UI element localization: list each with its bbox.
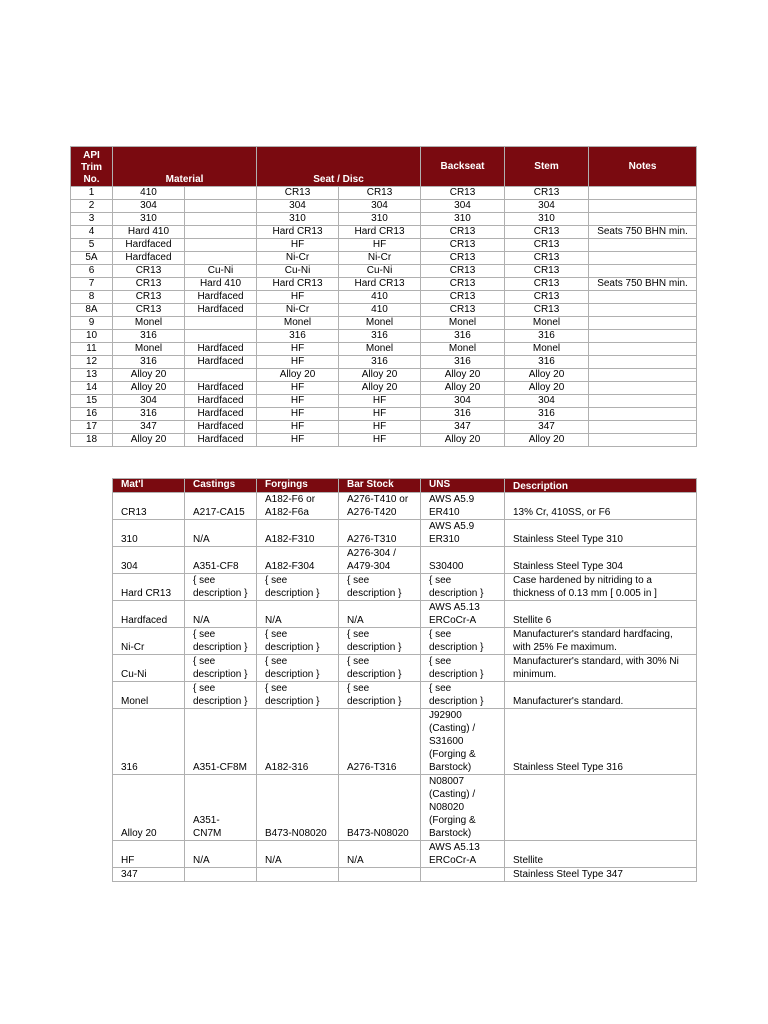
- trim-table-cell: Cu-Ni: [185, 265, 257, 278]
- trim-table-cell: Seats 750 BHN min.: [589, 226, 697, 239]
- trim-table-cell: CR13: [339, 187, 421, 200]
- trim-table-cell: 12: [71, 356, 113, 369]
- material-table-cell: Monel: [113, 682, 185, 709]
- material-table-cell: N/A: [339, 601, 421, 628]
- trim-table-cell: CR13: [505, 265, 589, 278]
- trim-table-row: [71, 200, 697, 213]
- material-table-cell: Stainless Steel Type 304: [505, 547, 697, 574]
- header-castings: Castings: [185, 479, 257, 493]
- trim-table-row: [71, 213, 697, 226]
- trim-table-cell: 5A: [71, 252, 113, 265]
- trim-table-cell: HF: [257, 356, 339, 369]
- trim-table-cell: CR13: [113, 278, 185, 291]
- material-table-row: [113, 547, 697, 574]
- material-table-row: [113, 574, 697, 601]
- trim-table-cell: Hardfaced: [185, 356, 257, 369]
- material-table-cell: A276-304 / A479-304: [339, 547, 421, 574]
- trim-table-cell: [589, 252, 697, 265]
- material-table-row: [113, 655, 697, 682]
- trim-table-cell: [589, 382, 697, 395]
- trim-table-cell: Hardfaced: [113, 239, 185, 252]
- trim-table-cell: Cu-Ni: [339, 265, 421, 278]
- trim-table-cell: CR13: [421, 252, 505, 265]
- trim-table-cell: 316: [257, 330, 339, 343]
- trim-table-cell: 410: [113, 187, 185, 200]
- trim-table-cell: 16: [71, 408, 113, 421]
- trim-table-cell: Monel: [421, 343, 505, 356]
- trim-table-row: [71, 265, 697, 278]
- material-table-row: [113, 868, 697, 882]
- material-table-cell: Stellite 6: [505, 601, 697, 628]
- trim-table-cell: [589, 434, 697, 447]
- trim-table-cell: 3: [71, 213, 113, 226]
- trim-table-cell: Alloy 20: [113, 369, 185, 382]
- trim-table-cell: Monel: [505, 317, 589, 330]
- material-table-cell: A182-316: [257, 709, 339, 775]
- trim-table-cell: 316: [339, 356, 421, 369]
- trim-table-cell: Alloy 20: [339, 382, 421, 395]
- material-table-cell: A351-CN7M: [185, 775, 257, 841]
- trim-table-row: [71, 395, 697, 408]
- trim-table-cell: Alloy 20: [421, 382, 505, 395]
- trim-table-cell: 310: [505, 213, 589, 226]
- trim-table-cell: Monel: [339, 343, 421, 356]
- material-table-cell: AWS A5.13 ERCoCr-A: [421, 601, 505, 628]
- trim-table-cell: CR13: [421, 226, 505, 239]
- trim-table-cell: 316: [113, 408, 185, 421]
- header-seat-disc: Seat / Disc: [257, 147, 421, 187]
- trim-table-cell: Hardfaced: [185, 434, 257, 447]
- material-table-cell: A351-CF8M: [185, 709, 257, 775]
- trim-table-cell: CR13: [421, 304, 505, 317]
- trim-table-cell: 11: [71, 343, 113, 356]
- material-table-cell: { see description }: [421, 682, 505, 709]
- trim-table-cell: Alloy 20: [257, 369, 339, 382]
- trim-table-cell: 10: [71, 330, 113, 343]
- trim-table-cell: HF: [257, 395, 339, 408]
- trim-table-cell: 347: [421, 421, 505, 434]
- trim-table-cell: 316: [505, 408, 589, 421]
- material-table-cell: { see description }: [257, 655, 339, 682]
- trim-table-cell: [589, 343, 697, 356]
- trim-table-cell: 304: [421, 200, 505, 213]
- trim-table-cell: Alloy 20: [113, 434, 185, 447]
- trim-table-cell: CR13: [421, 278, 505, 291]
- trim-table-cell: 4: [71, 226, 113, 239]
- material-table-cell: AWS A5.9 ER310: [421, 520, 505, 547]
- trim-table-cell: CR13: [421, 187, 505, 200]
- header-stem: Stem: [505, 147, 589, 187]
- trim-table-cell: Hardfaced: [185, 382, 257, 395]
- trim-table-cell: Hardfaced: [185, 408, 257, 421]
- trim-table-cell: 18: [71, 434, 113, 447]
- trim-table-cell: [185, 369, 257, 382]
- material-table-cell: A182-F310: [257, 520, 339, 547]
- material-table-cell: N/A: [257, 841, 339, 868]
- material-table-cell: [505, 775, 697, 841]
- trim-table-cell: 310: [339, 213, 421, 226]
- trim-table-cell: Hardfaced: [185, 421, 257, 434]
- material-table-cell: A276-T316: [339, 709, 421, 775]
- trim-table-cell: 347: [505, 421, 589, 434]
- material-table-cell: Hardfaced: [113, 601, 185, 628]
- material-table-cell: CR13: [113, 493, 185, 520]
- trim-table-cell: 13: [71, 369, 113, 382]
- material-table-cell: { see description }: [185, 655, 257, 682]
- trim-table-cell: CR13: [113, 304, 185, 317]
- material-table-cell: Manufacturer's standard hardfacing, with 25% Fe maximum.: [505, 628, 697, 655]
- trim-table-cell: Hard CR13: [257, 226, 339, 239]
- material-table-row: [113, 493, 697, 520]
- trim-table-cell: Ni-Cr: [257, 252, 339, 265]
- trim-table-cell: [185, 317, 257, 330]
- trim-table-row: [71, 278, 697, 291]
- trim-table-cell: 304: [339, 200, 421, 213]
- trim-table-cell: [185, 239, 257, 252]
- material-table-cell: [185, 868, 257, 882]
- trim-table-cell: Ni-Cr: [339, 252, 421, 265]
- material-table-row: [113, 682, 697, 709]
- trim-table-cell: HF: [339, 421, 421, 434]
- material-table-cell: A351-CF8: [185, 547, 257, 574]
- trim-table-cell: CR13: [505, 239, 589, 252]
- trim-table-cell: [589, 369, 697, 382]
- trim-table-cell: CR13: [421, 265, 505, 278]
- material-table-cell: { see description }: [185, 574, 257, 601]
- material-table-cell: { see description }: [421, 628, 505, 655]
- trim-table-cell: [589, 408, 697, 421]
- material-table-cell: 310: [113, 520, 185, 547]
- material-table-cell: { see description }: [257, 574, 339, 601]
- material-table-cell: N/A: [185, 841, 257, 868]
- trim-table-cell: HF: [339, 434, 421, 447]
- trim-table-cell: [185, 187, 257, 200]
- trim-table-cell: 316: [505, 330, 589, 343]
- trim-table-cell: HF: [339, 408, 421, 421]
- trim-table-cell: 304: [113, 395, 185, 408]
- trim-table-cell: 8A: [71, 304, 113, 317]
- trim-table-row: [71, 304, 697, 317]
- trim-table-cell: HF: [257, 291, 339, 304]
- material-table-cell: Stellite: [505, 841, 697, 868]
- trim-table-row: [71, 421, 697, 434]
- trim-table-cell: [185, 213, 257, 226]
- trim-table-cell: 410: [339, 304, 421, 317]
- material-table-cell: [257, 868, 339, 882]
- trim-table-cell: HF: [339, 239, 421, 252]
- trim-table-cell: CR13: [113, 291, 185, 304]
- material-table-row: [113, 841, 697, 868]
- trim-table-cell: 316: [339, 330, 421, 343]
- material-table-cell: [339, 868, 421, 882]
- trim-table-cell: CR13: [421, 239, 505, 252]
- trim-table-row: [71, 291, 697, 304]
- material-table-cell: A276-T410 or A276-T420: [339, 493, 421, 520]
- material-table-cell: B473-N08020: [257, 775, 339, 841]
- trim-table-cell: Hardfaced: [113, 252, 185, 265]
- material-table-cell: N/A: [185, 520, 257, 547]
- trim-table-cell: [589, 421, 697, 434]
- material-table-cell: Alloy 20: [113, 775, 185, 841]
- material-table-cell: Stainless Steel Type 310: [505, 520, 697, 547]
- material-table-cell: Manufacturer's standard.: [505, 682, 697, 709]
- material-table-cell: AWS A5.13 ERCoCr-A: [421, 841, 505, 868]
- trim-table-row: [71, 369, 697, 382]
- material-table-cell: 316: [113, 709, 185, 775]
- trim-table-cell: [589, 330, 697, 343]
- trim-table-row: [71, 226, 697, 239]
- material-table-cell: HF: [113, 841, 185, 868]
- material-table-row: [113, 709, 697, 775]
- trim-table-cell: [589, 356, 697, 369]
- trim-table-cell: CR13: [257, 187, 339, 200]
- trim-table-cell: [589, 317, 697, 330]
- material-table-cell: { see description }: [185, 682, 257, 709]
- trim-table-cell: Hardfaced: [185, 304, 257, 317]
- trim-table-cell: CR13: [113, 265, 185, 278]
- trim-table-cell: CR13: [505, 278, 589, 291]
- trim-table-cell: [589, 395, 697, 408]
- material-table-cell: Cu-Ni: [113, 655, 185, 682]
- material-table-cell: Stainless Steel Type 316: [505, 709, 697, 775]
- trim-table-cell: Monel: [113, 343, 185, 356]
- trim-table-cell: CR13: [505, 187, 589, 200]
- trim-table-cell: 310: [257, 213, 339, 226]
- trim-table-cell: 304: [421, 395, 505, 408]
- trim-table-cell: HF: [257, 343, 339, 356]
- trim-table-cell: [589, 265, 697, 278]
- trim-table-row: [71, 330, 697, 343]
- trim-table-cell: CR13: [505, 304, 589, 317]
- trim-table-cell: HF: [257, 434, 339, 447]
- material-table-cell: Ni-Cr: [113, 628, 185, 655]
- trim-table-cell: Hard CR13: [339, 226, 421, 239]
- trim-table-cell: Alloy 20: [505, 369, 589, 382]
- header-description: Description: [505, 479, 697, 493]
- material-table-row: [113, 601, 697, 628]
- trim-table-cell: Ni-Cr: [257, 304, 339, 317]
- trim-table-cell: 316: [421, 356, 505, 369]
- material-table-cell: B473-N08020: [339, 775, 421, 841]
- material-table-cell: Stainless Steel Type 347: [505, 868, 697, 882]
- trim-table-cell: Hardfaced: [185, 395, 257, 408]
- trim-table-cell: Hardfaced: [185, 291, 257, 304]
- trim-table-row: [71, 252, 697, 265]
- material-table-cell: S30400: [421, 547, 505, 574]
- trim-table-cell: CR13: [505, 226, 589, 239]
- trim-table-cell: [185, 226, 257, 239]
- material-table-cell: A182-F304: [257, 547, 339, 574]
- trim-table-row: [71, 434, 697, 447]
- trim-table-cell: 9: [71, 317, 113, 330]
- trim-table-cell: [185, 200, 257, 213]
- material-table-cell: A217-CA15: [185, 493, 257, 520]
- material-table-cell: N/A: [257, 601, 339, 628]
- material-table-cell: { see description }: [339, 574, 421, 601]
- trim-table-cell: 347: [113, 421, 185, 434]
- trim-table-row: [71, 408, 697, 421]
- trim-table-cell: Hardfaced: [185, 343, 257, 356]
- trim-table-cell: 316: [113, 330, 185, 343]
- trim-table-row: [71, 187, 697, 200]
- trim-table-cell: Cu-Ni: [257, 265, 339, 278]
- trim-table-cell: 1: [71, 187, 113, 200]
- material-table-row: [113, 628, 697, 655]
- material-table-cell: Case hardened by nitriding to a thickness of 0.13 mm [ 0.005 in ]: [505, 574, 697, 601]
- header-material: Material: [113, 147, 257, 187]
- material-table-cell: { see description }: [339, 655, 421, 682]
- material-table-row: [113, 520, 697, 547]
- trim-table-cell: HF: [257, 408, 339, 421]
- trim-table-cell: Alloy 20: [505, 434, 589, 447]
- trim-table-row: [71, 343, 697, 356]
- trim-table-cell: Alloy 20: [339, 369, 421, 382]
- material-table-cell: N/A: [185, 601, 257, 628]
- trim-table-cell: HF: [257, 382, 339, 395]
- trim-table-cell: Monel: [421, 317, 505, 330]
- material-table-cell: { see description }: [339, 682, 421, 709]
- material-table-cell: 347: [113, 868, 185, 882]
- header-uns: UNS: [421, 479, 505, 493]
- trim-table-cell: 8: [71, 291, 113, 304]
- trim-table-cell: 17: [71, 421, 113, 434]
- trim-table-cell: Monel: [505, 343, 589, 356]
- material-table-cell: { see description }: [185, 628, 257, 655]
- material-table-cell: { see description }: [257, 682, 339, 709]
- trim-table-cell: [589, 304, 697, 317]
- trim-table-cell: Alloy 20: [113, 382, 185, 395]
- trim-table-cell: 14: [71, 382, 113, 395]
- trim-table-header: [71, 147, 697, 187]
- material-table-cell: { see description }: [421, 655, 505, 682]
- material-spec-table: [112, 478, 697, 882]
- trim-table-cell: Alloy 20: [505, 382, 589, 395]
- api-trim-table: [70, 146, 697, 447]
- trim-table-row: [71, 317, 697, 330]
- material-table-cell: { see description }: [421, 574, 505, 601]
- trim-table-cell: Hard CR13: [257, 278, 339, 291]
- header-forgings: Forgings: [257, 479, 339, 493]
- trim-table-cell: CR13: [421, 291, 505, 304]
- header-trim-no: API Trim No.: [71, 147, 113, 187]
- trim-table-cell: 304: [257, 200, 339, 213]
- trim-table-cell: 310: [421, 213, 505, 226]
- trim-table-cell: [589, 213, 697, 226]
- trim-table-cell: 7: [71, 278, 113, 291]
- material-table-header: [113, 479, 697, 493]
- trim-table-cell: Monel: [113, 317, 185, 330]
- material-table-cell: Hard CR13: [113, 574, 185, 601]
- material-table-cell: J92900 (Casting) / S31600 (Forging & Barstock): [421, 709, 505, 775]
- header-bar-stock: Bar Stock: [339, 479, 421, 493]
- material-table-cell: 13% Cr, 410SS, or F6: [505, 493, 697, 520]
- trim-table-row: [71, 382, 697, 395]
- trim-table-cell: Monel: [257, 317, 339, 330]
- trim-table-cell: 316: [505, 356, 589, 369]
- trim-table-cell: Hard CR13: [339, 278, 421, 291]
- trim-table-cell: 5: [71, 239, 113, 252]
- material-table-cell: A276-T310: [339, 520, 421, 547]
- trim-table-cell: Seats 750 BHN min.: [589, 278, 697, 291]
- trim-table-cell: 410: [339, 291, 421, 304]
- trim-table-cell: [185, 330, 257, 343]
- trim-table-cell: [589, 187, 697, 200]
- trim-table-cell: HF: [339, 395, 421, 408]
- material-table-cell: AWS A5.9 ER410: [421, 493, 505, 520]
- trim-table-cell: HF: [257, 421, 339, 434]
- trim-table-row: [71, 239, 697, 252]
- header-notes: Notes: [589, 147, 697, 187]
- trim-table-cell: Alloy 20: [421, 434, 505, 447]
- material-table-cell: Manufacturer's standard, with 30% Ni minimum.: [505, 655, 697, 682]
- trim-table-cell: CR13: [505, 291, 589, 304]
- trim-table-cell: CR13: [505, 252, 589, 265]
- trim-table-cell: Alloy 20: [421, 369, 505, 382]
- trim-table-cell: HF: [257, 239, 339, 252]
- trim-table-cell: 304: [505, 395, 589, 408]
- trim-table-cell: 6: [71, 265, 113, 278]
- trim-table-cell: 304: [113, 200, 185, 213]
- trim-table-cell: 316: [421, 330, 505, 343]
- trim-table-cell: [589, 239, 697, 252]
- header-matl: Mat'l: [113, 479, 185, 493]
- trim-table-cell: [185, 252, 257, 265]
- trim-table-cell: Hard 410: [113, 226, 185, 239]
- trim-table-cell: [589, 200, 697, 213]
- material-table-cell: [421, 868, 505, 882]
- material-table-cell: { see description }: [339, 628, 421, 655]
- trim-table-cell: [589, 291, 697, 304]
- trim-table-cell: 316: [113, 356, 185, 369]
- trim-table-cell: 310: [113, 213, 185, 226]
- material-table-cell: A182-F6 or A182-F6a: [257, 493, 339, 520]
- material-table-cell: { see description }: [257, 628, 339, 655]
- trim-table-cell: 304: [505, 200, 589, 213]
- trim-table-cell: 316: [421, 408, 505, 421]
- header-backseat: Backseat: [421, 147, 505, 187]
- material-table-cell: N08007 (Casting) / N08020 (Forging & Barstock): [421, 775, 505, 841]
- material-table-cell: 304: [113, 547, 185, 574]
- trim-table-cell: Hard 410: [185, 278, 257, 291]
- trim-table-cell: 15: [71, 395, 113, 408]
- material-table-row: [113, 775, 697, 841]
- trim-table-cell: Monel: [339, 317, 421, 330]
- trim-table-row: [71, 356, 697, 369]
- trim-table-cell: 2: [71, 200, 113, 213]
- material-table-cell: N/A: [339, 841, 421, 868]
